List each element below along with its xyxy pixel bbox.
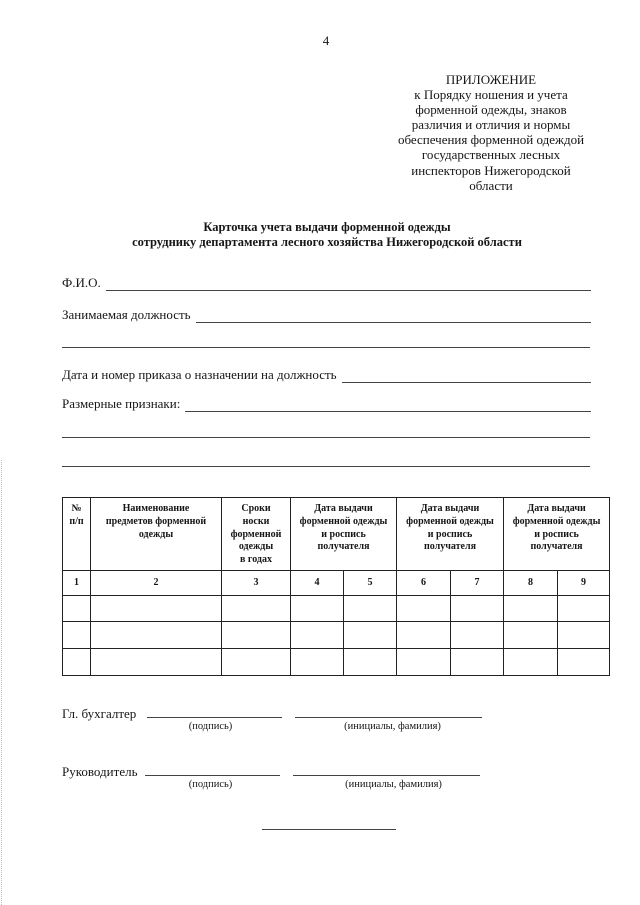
uniform-issue-table — [62, 497, 610, 676]
table-cell — [397, 596, 451, 622]
appendix-line: форменной одежды, знаков — [415, 102, 567, 118]
table-header-row — [63, 498, 610, 571]
order-field — [62, 367, 591, 383]
fio-underline — [106, 275, 591, 291]
column-number: 9 — [558, 571, 610, 596]
title-line-1: Карточка учета выдачи форменной одежды — [203, 220, 451, 234]
position-field — [62, 307, 591, 323]
page-number: 4 — [322, 33, 330, 48]
size-field — [62, 396, 591, 412]
accountant-name-caption: (инициалы, фамилия) — [344, 721, 441, 732]
head-label: Руководитель — [62, 764, 138, 779]
scan-edge-artifact — [1, 460, 2, 905]
table-cell — [63, 649, 91, 676]
table-cell — [451, 649, 504, 676]
head-signature-caption: (подпись) — [188, 779, 233, 790]
head-name-line — [293, 775, 480, 776]
table-cell — [344, 596, 397, 622]
closing-separator-line — [262, 829, 396, 830]
table-row — [63, 649, 610, 676]
table-cell — [63, 596, 91, 622]
table-cell — [504, 622, 558, 649]
accountant-label: Гл. бухгалтер — [62, 706, 137, 721]
table-cell — [397, 622, 451, 649]
table-cell — [91, 649, 222, 676]
column-number: 7 — [451, 571, 504, 596]
table-cell — [222, 649, 291, 676]
title-line-2: сотруднику департамента лесного хозяйства Нижегородской области — [132, 235, 522, 249]
column-number: 5 — [344, 571, 397, 596]
header-number: № п/п — [63, 498, 91, 571]
appendix-line: государственных лесных — [421, 147, 561, 163]
appendix-block — [391, 72, 591, 193]
table-cell — [222, 622, 291, 649]
table-row — [63, 596, 610, 622]
table-cell — [91, 596, 222, 622]
table-cell — [344, 649, 397, 676]
appendix-line: к Порядку ношения и учета — [414, 87, 568, 103]
blank-line — [62, 437, 590, 438]
table-cell — [222, 596, 291, 622]
column-number: 8 — [504, 571, 558, 596]
blank-line — [62, 466, 590, 467]
blank-line — [62, 347, 590, 348]
appendix-line: области — [469, 177, 513, 193]
column-number: 1 — [63, 571, 91, 596]
appendix-heading: ПРИЛОЖЕНИЕ — [445, 72, 537, 87]
accountant-name-line — [295, 717, 482, 718]
table-cell — [344, 622, 397, 649]
table-cell — [504, 649, 558, 676]
table-cell — [504, 596, 558, 622]
fio-field — [62, 275, 591, 291]
header-wear-period: Сроки носки форменной одежды в годах — [222, 498, 291, 571]
table-cell — [291, 596, 344, 622]
table-cell — [291, 622, 344, 649]
position-underline — [196, 307, 591, 323]
fio-label: Ф.И.О. — [62, 275, 101, 290]
column-number-row — [63, 571, 610, 596]
head-name-caption: (инициалы, фамилия) — [345, 779, 442, 790]
column-number: 3 — [222, 571, 291, 596]
appendix-line: инспекторов Нижегородской — [411, 162, 571, 178]
column-number: 2 — [91, 571, 222, 596]
header-issue-date-1: Дата выдачи форменной одежды и роспись получателя — [291, 498, 397, 571]
order-underline — [342, 367, 591, 383]
size-label: Размерные признаки: — [62, 396, 181, 411]
column-number: 4 — [291, 571, 344, 596]
table-cell — [291, 649, 344, 676]
position-label: Занимаемая должность — [62, 307, 191, 322]
document-title — [27, 220, 627, 250]
appendix-line: обеспечения форменной одеждой — [397, 132, 585, 148]
header-issue-date-3: Дата выдачи форменной одежды и роспись получателя — [504, 498, 610, 571]
header-issue-date-2: Дата выдачи форменной одежды и роспись получателя — [397, 498, 504, 571]
appendix-line: различия и отличия и нормы — [411, 117, 571, 133]
table-cell — [558, 622, 610, 649]
table-cell — [91, 622, 222, 649]
table-cell — [397, 649, 451, 676]
table-row — [63, 622, 610, 649]
table-cell — [558, 649, 610, 676]
head-signature-line — [145, 775, 280, 776]
accountant-signature-caption: (подпись) — [188, 721, 233, 732]
column-number: 6 — [397, 571, 451, 596]
table-cell — [63, 622, 91, 649]
table-cell — [558, 596, 610, 622]
order-label: Дата и номер приказа о назначении на должность — [62, 367, 337, 382]
table-cell — [451, 622, 504, 649]
size-underline — [185, 396, 591, 412]
accountant-signature-line — [147, 717, 282, 718]
table-cell — [451, 596, 504, 622]
header-item-name: Наименование предметов форменной одежды — [91, 498, 222, 571]
